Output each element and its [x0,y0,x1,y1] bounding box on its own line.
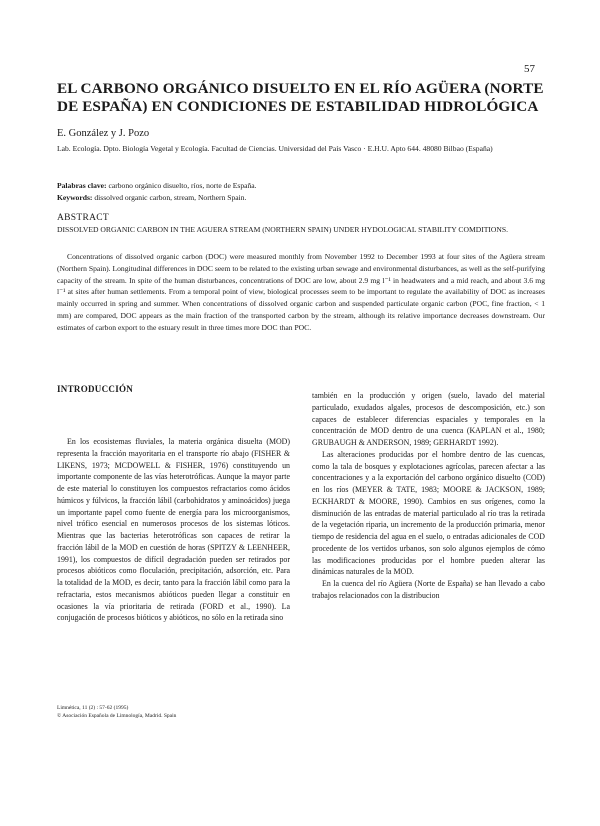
copyright: © Asociación Española de Limnología, Madrid. Spain [57,712,177,719]
keywords-es-text: carbono orgánico disuelto, ríos, norte de España. [106,181,257,190]
section-heading-introduccion: INTRODUCCIÓN [57,384,134,394]
keywords-es-label: Palabras clave: [57,181,107,190]
keywords-en-text: dissolved organic carbon, stream, Northern Spain. [92,192,247,202]
abstract-body: Concentrations of dissolved organic carbon (DOC) were measured monthly from November 1992 to December 1993 at four sites of the Agüera stream (Northern Spain). Longitudinal differences in DOC seem to be related to the existing urban sewage and environmental disturbances, as well as the self-purifying capacity of the stream. In spite of the human disturbances, concentrations of DOC are low, about 2.9 mg l⁻¹ in headwaters and a mid reach, and about 3.6 mg l⁻¹ at sites after human settlements. From a temporal point of view, biological processes seem to be important to regulate the availability of DOC as increases mainly occurred in spring and summer. When concentrations of dissolved organic carbon and suspended particulate organic carbon (POC, fine fraction, < 1 mm) are compared, DOC appears as the main fraction of the transported carbon by the stream, although its relative importance decreases downstream. Our estimates of carbon export to the estuary result in three times more DOC than POC. [57,252,545,332]
keywords-es [57,180,545,192]
left-column [57,436,290,624]
keywords-en-label: Keywords: [57,192,93,202]
page-number: 57 [524,63,535,75]
paragraph: En la cuenca del río Agüera (Norte de España) se han llevado a cabo trabajos relacionados con la distribucion [312,579,545,600]
paragraph: Las alteraciones producidas por el hombre dentro de las cuencas, como la tala de bosques y explotaciones agrícolas, parecen afectar a las concentraciones y a la exportación del carbono orgánico disuelto (COD) en los ríos (MEYER & TATE, 1983; MOORE & JACKSON, 1989; ECKHARDT & MOORE, 1990). Cambios en sus orígenes, como la disminución de las entradas de material particulado al río tras la retirada de la vegetación riparia, un incremento de la producción primaria, menor tiempo de residencia del agua en el suelo, o entradas adicionales de COD procedente de los vertidos urbanos, son solo algunos ejemplos de cómo las modificaciones producidas por el hombre pueden alterar las dinámicas naturales de la MOD. [312,449,545,577]
footer [57,705,176,720]
paragraph-continuation: también en la producción y origen (suelo, lavado del material particulado, exudados algales, procesos de descomposición, etc.) son capaces de establecer diferencias espaciales y temporales en la concentración de MOD dentro de una cuenca (KAPLAN et al., 1980; GRUBAUGH & ANDERSON, 1989; GERHARDT 1992). [312,391,545,447]
abstract-heading: ABSTRACT [57,213,110,223]
journal-citation: Limnética, 11 (2) : 57-62 (1995) [57,705,129,711]
keywords-block [57,180,545,203]
authors: E. González y J. Pozo [57,128,150,139]
paper-title: EL CARBONO ORGÁNICO DISUELTO EN EL RÍO AGÜERA (NORTE DE ESPAÑA) EN CONDICIONES DE ESTABILIDAD HIDROLÓGICA [57,80,544,115]
right-column [312,390,545,602]
paragraph: En los ecosistemas fluviales, la materia orgánica disuelta (MOD) representa la fracción mayoritaria en el transporte río abajo (FISHER & LIKENS, 1973; MCDOWELL & FISHER, 1976) constituyendo un importante componente de las vías heterotróficas. Aunque la mayor parte de este material lo constituyen los compuestos refractarios como ácidos húmicos y fúlvicos, la fracción lábil (carbohidratos y aminoácidos) juega un importante papel como fuente de energía para los microorganismos, nivel trófico esencial en numerosos procesos de los sistemas lóticos. Mientras que las bacterias heterotróficas son capaces de retirar la fracción lábil de la MOD en cuestión de horas (SPITZY & LEENHEER, 1991), los compuestos de difícil degradación pueden ser retirados por procesos abióticos como floculación, precipitación, adsorción, etc. Para la totalidad de la MOD, es decir, tanto para la fracción lábil como para la refractaria, estos mecanismos abióticos pueden llegar a constituir en ocasiones la vía prioritaria de retirada (FORD et al., 1990). La conjugación de procesos bióticos y abióticos, no sólo en la retirada sino [57,437,290,623]
keywords-en [57,192,545,204]
abstract-subtitle: DISSOLVED ORGANIC CARBON IN THE AGUERA STREAM (NORTHERN SPAIN) UNDER HYDOLOGICAL STABILITY COMDITIONS. [57,225,508,234]
affiliation: Lab. Ecología. Dpto. Biología Vegetal y Ecología. Facultad de Ciencias. Universidad del País Vasco · E.H.U. Apto 644. 48080 Bilbao (España) [57,144,493,153]
